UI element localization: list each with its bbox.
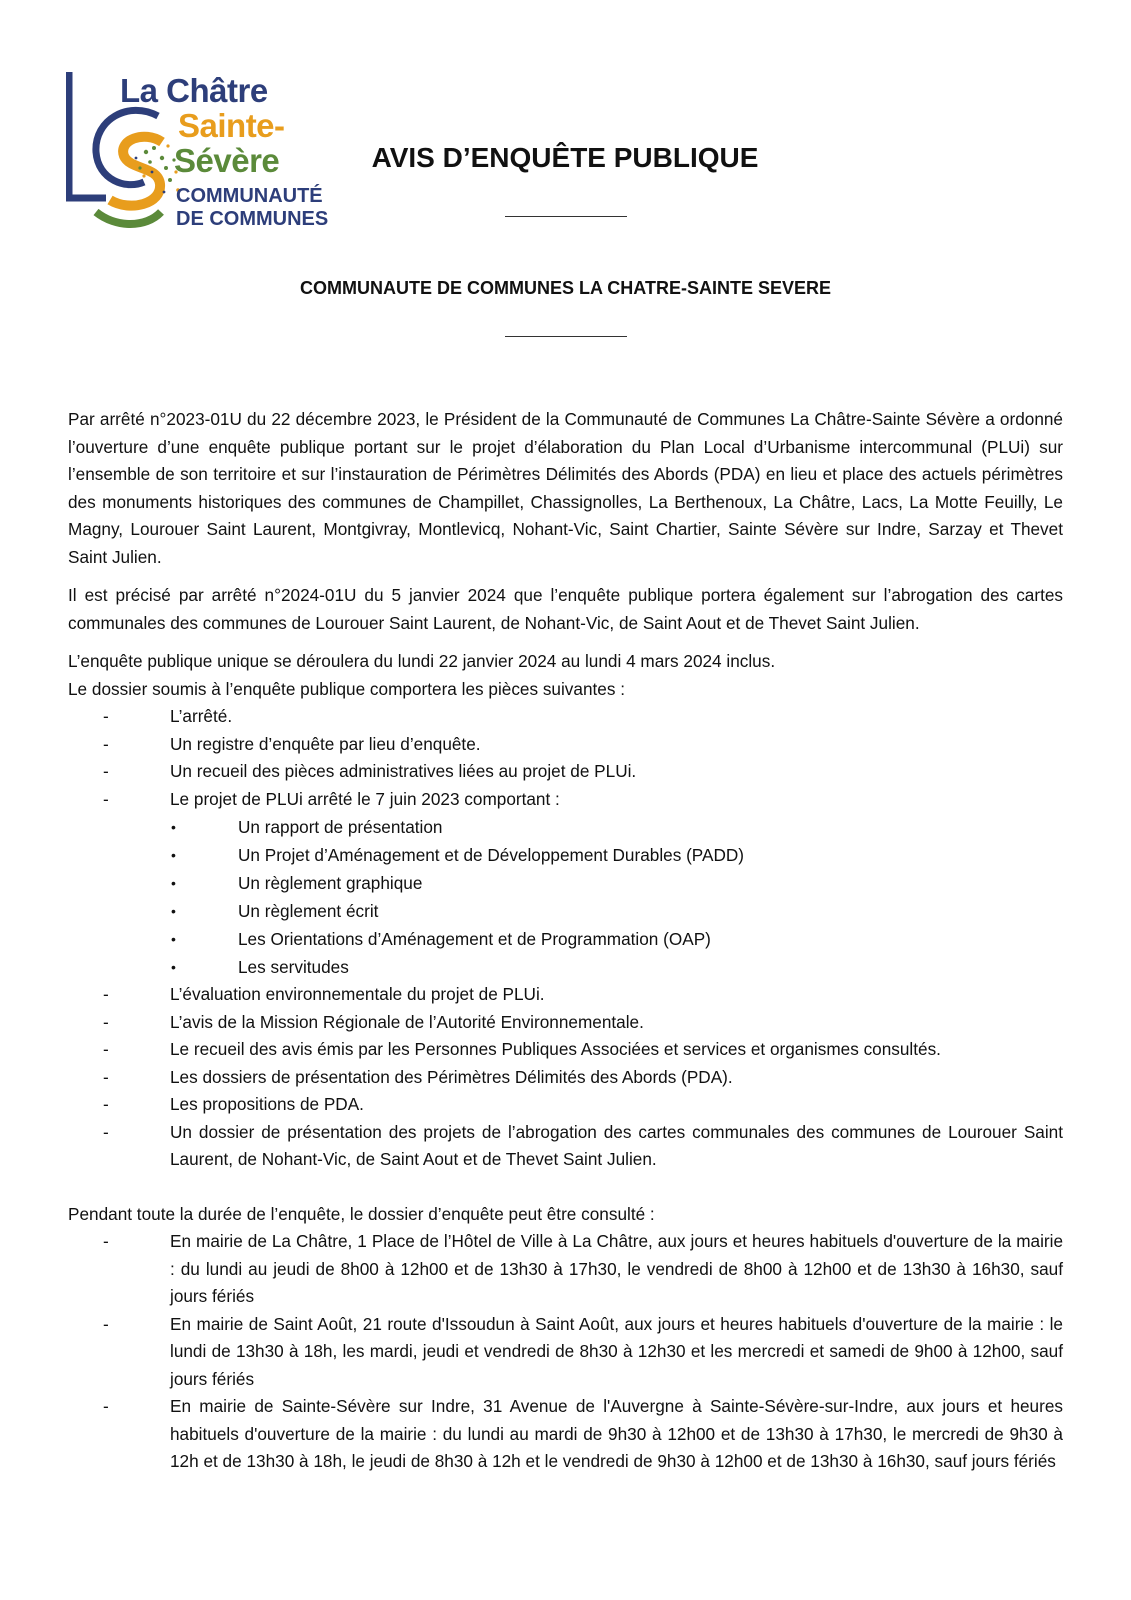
dash-marker: - bbox=[103, 1066, 109, 1087]
list-item-text: Les propositions de PDA. bbox=[170, 1094, 364, 1114]
piece-item bbox=[68, 1064, 1063, 1092]
dash-marker: - bbox=[103, 1094, 109, 1114]
list-item-text: Un dossier de présentation des projets de l’abrogation des cartes communales des communes de Lourouer Saint Laurent, de Nohant-Vic, de Saint Aout et de Thevet Saint Julien. bbox=[170, 1121, 1063, 1169]
pieces-list-b bbox=[68, 981, 1063, 1174]
bullet-marker: • bbox=[171, 959, 176, 975]
plui-item bbox=[68, 897, 1063, 925]
dash-marker: - bbox=[103, 1396, 109, 1416]
list-item-text: Un registre d’enquête par lieu d’enquête. bbox=[170, 733, 481, 754]
consultation-places-list bbox=[68, 1228, 1063, 1476]
logo-line-5: DE COMMUNES bbox=[176, 208, 329, 230]
dash-marker: - bbox=[103, 1121, 109, 1142]
piece-item bbox=[68, 786, 1063, 814]
piece-item bbox=[68, 758, 1063, 786]
logo-line-4: COMMUNAUTÉ bbox=[176, 185, 323, 207]
piece-item bbox=[68, 1036, 1063, 1064]
list-item-text: Les servitudes bbox=[238, 957, 349, 977]
paragraph-dossier-intro: Le dossier soumis à l’enquête publique comportera les pièces suivantes : bbox=[68, 678, 625, 699]
dash-marker: - bbox=[103, 788, 109, 809]
piece-item bbox=[68, 731, 1063, 759]
dash-marker: - bbox=[103, 761, 109, 781]
paragraph-consultation: Pendant toute la durée de l’enquête, le dossier d’enquête peut être consulté : bbox=[68, 1203, 655, 1224]
list-item-text: L’arrêté. bbox=[170, 706, 233, 726]
bullet-marker: • bbox=[171, 847, 176, 863]
consultation-place-item bbox=[68, 1228, 1063, 1311]
piece-item bbox=[68, 703, 1063, 731]
piece-item bbox=[68, 981, 1063, 1009]
list-item-text: En mairie de Sainte-Sévère sur Indre, 31 Avenue de l'Auvergne à Sainte-Sévère-sur-Indre, aux jours et heures habituels d'ouverture de la mairie : du lundi au mardi de 9h30 à 12h00 et de 13h30 à 17h30, le mercredi de 9h30 à 12h et de 13h30 à 18h, le jeudi de 8h30 à 12h et le vendredi de 9h30 à 12h00 et de 13h30 à 16h30, sauf jours fériés bbox=[170, 1396, 1063, 1471]
plui-item bbox=[68, 813, 1063, 841]
piece-item bbox=[68, 1119, 1063, 1174]
plui-item bbox=[68, 953, 1063, 981]
logo-line-1: La Châtre bbox=[120, 72, 268, 109]
dash-marker: - bbox=[103, 984, 109, 1004]
piece-item bbox=[68, 1091, 1063, 1119]
dash-marker: - bbox=[103, 1011, 109, 1032]
list-item-text: Un règlement graphique bbox=[238, 873, 423, 893]
list-item-text: Le recueil des avis émis par les Personnes Publiques Associées et services et organismes consultés. bbox=[170, 1039, 941, 1059]
plui-item bbox=[68, 869, 1063, 897]
list-item-text: Le projet de PLUi arrêté le 7 juin 2023 comportant : bbox=[170, 788, 560, 809]
paragraph-arrete-2024: Il est précisé par arrêté n°2024-01U du 5 janvier 2024 que l’enquête publique portera également sur l’abrogation des cartes communales des communes de Lourouer Saint Laurent, de Nohant-Vic, de Saint Aout et de Thevet Saint Julien. bbox=[68, 585, 1063, 633]
dash-marker: - bbox=[103, 733, 109, 754]
list-item-text: En mairie de Saint Août, 21 route d'Issoudun à Saint Août, aux jours et heures habituels d'ouverture de la mairie : le lundi de 13h30 à 18h, les mardi, jeudi et vendredi de 8h30 à 12h30 et les mercredi et samedi de 9h00 à 12h00, sauf jours fériés bbox=[170, 1313, 1063, 1389]
dash-marker: - bbox=[103, 706, 109, 726]
list-item-text: Un rapport de présentation bbox=[238, 817, 443, 837]
consultation-place-item bbox=[68, 1311, 1063, 1394]
pieces-list-a bbox=[68, 703, 1063, 813]
logo-line-2: Sainte- bbox=[178, 107, 285, 144]
separator-bottom bbox=[505, 336, 627, 337]
paragraph-arrete-2023: Par arrêté n°2023-01U du 22 décembre 2023, le Président de la Communauté de Communes La Châtre-Sainte Sévère a ordonné l’ouverture d’une enquête publique portant sur le projet d’élaboration du Plan Local d’Urbanisme intercommunal (PLUi) sur l’ensemble de son territoire et sur l’instauration de Périmètres Délimités des Abords (PDA) en lieu et place des actuels périmètres des monuments historiques des communes de Champillet, Chassignolles, La Berthenoux, La Châtre, Lacs, La Motte Feuilly, Le Magny, Lourouer Saint Laurent, Montgivray, Montlevicq, Nohant-Vic, Saint Chartier, Sainte Sévère sur Indre, Sarzay et Thevet Saint Julien. bbox=[68, 409, 1063, 567]
list-item-text: Les Orientations d’Aménagement et de Programmation (OAP) bbox=[238, 929, 711, 949]
dash-marker: - bbox=[103, 1039, 109, 1059]
bullet-marker: • bbox=[171, 875, 176, 891]
document-body bbox=[68, 406, 1063, 1476]
consultation-place-item bbox=[68, 1393, 1063, 1476]
bullet-marker: • bbox=[171, 819, 176, 835]
logo bbox=[66, 72, 329, 237]
bullet-marker: • bbox=[171, 903, 176, 919]
paragraph-dates: L’enquête publique unique se déroulera du lundi 22 janvier 2024 au lundi 4 mars 2024 inclus. bbox=[68, 651, 776, 671]
list-item-text: Les dossiers de présentation des Périmètres Délimités des Abords (PDA). bbox=[170, 1066, 733, 1087]
list-item-text: Un recueil des pièces administratives liées au projet de PLUi. bbox=[170, 761, 637, 781]
list-item-text: L’évaluation environnementale du projet de PLUi. bbox=[170, 984, 545, 1004]
logo-line-3: Sévère bbox=[174, 142, 280, 179]
dash-marker: - bbox=[103, 1313, 109, 1334]
list-item-text: Un règlement écrit bbox=[238, 901, 379, 921]
plui-item bbox=[68, 925, 1063, 953]
list-item-text: En mairie de La Châtre, 1 Place de l’Hôtel de Ville à La Châtre, aux jours et heures habituels d'ouverture de la mairie : du lundi au jeudi de 8h00 à 12h00 et de 13h30 à 17h30, le vendredi de 8h00 à 12h00 et de 13h30 à 16h30, sauf jours fériés bbox=[170, 1231, 1063, 1306]
plui-items-list bbox=[68, 813, 1063, 981]
list-item-text: Un Projet d’Aménagement et de Développement Durables (PADD) bbox=[238, 845, 745, 865]
piece-item bbox=[68, 1009, 1063, 1037]
bullet-marker: • bbox=[171, 931, 176, 947]
plui-item bbox=[68, 841, 1063, 869]
page-title: AVIS D’ENQUÊTE PUBLIQUE bbox=[371, 142, 759, 173]
list-item-text: L’avis de la Mission Régionale de l’Autorité Environnementale. bbox=[170, 1011, 644, 1032]
page-subtitle: COMMUNAUTE DE COMMUNES LA CHATRE-SAINTE SEVERE bbox=[299, 278, 831, 298]
dash-marker: - bbox=[103, 1231, 109, 1251]
separator-top bbox=[505, 216, 627, 217]
